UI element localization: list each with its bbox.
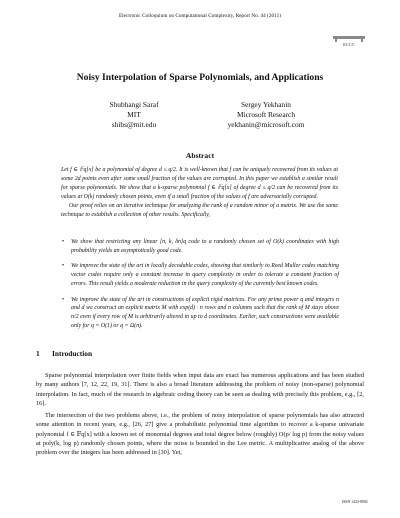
abstract-paragraph-2: Our proof relies on an iterative technique for analyzing the rank of a random minor of a matrix. We use the same technique to establish a collection of other results. Specifically,	[61, 202, 338, 218]
bullet-icon: •	[62, 263, 65, 270]
contribution-list	[61, 238, 339, 338]
author-2-email: yekhanin@microsoft.com	[227, 119, 305, 129]
eccc-logo	[332, 35, 366, 47]
bullet-icon: •	[62, 296, 65, 303]
abstract-paragraph-1: Let f ∈ 𝔽q[x] be a polynomial of degree d ≤ q/2. It is well-known that f can be uniquely recovered from its values at some 2d points even after some small fraction of the values are corrupted. In this paper we establish a similar result for sparse polynomials. We show that a k-sparse polynomial f ∈ 𝔽q[x] of degree d ≤ q/2 can be recovered from its values at O(k) randomly chosen points, even if a small fraction of the values of f are adversarially corrupted.	[61, 167, 338, 200]
bullet-icon: •	[62, 239, 65, 245]
bullet-text-1: We show that restricting any linear [n, k, δn]q code to a randomly chosen set of O(k) coordinates with high probability yields an asymptotically good code.	[71, 239, 339, 254]
author-block	[0, 100, 400, 140]
section-title: Introduction	[52, 349, 93, 358]
author-2	[211, 100, 321, 129]
list-item	[61, 238, 339, 256]
section-heading	[36, 349, 92, 358]
issn-footer: ISSN 1433-8092	[342, 500, 368, 504]
author-1-email: shibs@mit.edu	[111, 119, 157, 129]
abstract-heading: Abstract	[185, 151, 215, 160]
author-2-affiliation: Microsoft Research	[236, 109, 296, 119]
paper-title: Noisy Interpolation of Sparse Polynomials, and Applications	[76, 72, 324, 83]
author-1-affiliation: MIT	[127, 109, 141, 119]
body-paragraph-1: Sparse polynomial interpolation over finite fields when input data are exact has numerous applications and has been studied by many authors [7, 12, 22, 19, 31]. There is also a broad literature addressing the problem of noisy (non-sparse) polynomial interpolation. In fact, much of the research in algebraic coding theory can be seen as dealing with precisely this problem, e.g., [2, 16].	[36, 372, 364, 407]
author-2-name: Sergey Yekhanin	[241, 100, 291, 109]
abstract-body	[61, 166, 338, 219]
bullet-text-3: We improve the state of the art in constructions of explicit rigid matrices. For any prime power q and integers n and d we construct an explicit matrix M with exp(d) · n rows and n columns such that the rank of M stays above n/2 even if every row of M is arbitrarily altered in up to d coordinates. Earlier, such constructions were available only for q = O(1) or q = Ω(n).	[71, 296, 339, 330]
author-1	[94, 100, 174, 129]
list-item	[61, 262, 339, 289]
bullet-text-2: We improve the state of the art in locally decodable codes, showing that similarly to Reed Muller codes matching vector codes require only a constant increase in query complexity in order to tolerate a constant fraction of errors. This result yields a moderate reduction in the query complexity of the currently best known codes.	[71, 263, 339, 288]
body-paragraph-2: The intersection of the two problems above, i.e., the problem of noisy interpolation of sparse polynomials has also attracted some attention in recent years, e.g., [26, 27] give a probabilistic polynomial time algorithm to recover a k-sparse univariate polynomial f ∈ 𝔽q[x] with a known set of monomial degrees and total degree below (roughly) O(p/ log p) from the noisy values at poly(k, log p) randomly chosen points, where the noise is bounded in the Lee metric. A multiplicative analog of the above problem over the integers has been addressed in [30]. Yet,	[36, 412, 364, 457]
introduction-body	[36, 371, 364, 461]
author-1-name: Shubhangi Saraf	[109, 100, 159, 109]
eccc-logo-text: ECCC	[343, 42, 355, 47]
journal-header: Electronic Colloquium on Computational Complexity, Report No. 44 (2011)	[118, 13, 282, 19]
list-item	[61, 296, 339, 332]
section-number: 1	[36, 349, 40, 358]
